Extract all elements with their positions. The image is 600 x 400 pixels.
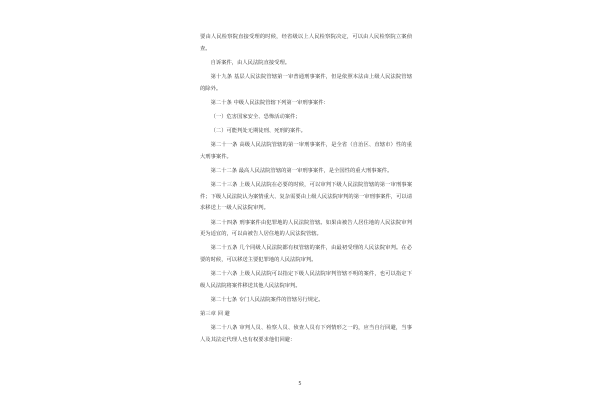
article-20: 第二十条 中级人民法院管辖下列第一审刑事案件：	[210, 99, 329, 106]
chapter-heading: 第三章 回 避	[200, 311, 230, 318]
paragraph-continuation: 要由人民检察院直接受理的时候，经省级以上人民检察院决定，可以由人民检察院立案侦查。	[200, 34, 412, 52]
article-26: 第二十六条 上级人民法院可以指定下级人民法院审判管辖不明的案件，也可以指定下级人民法院将案件移送其他人民法院审判。	[200, 271, 412, 289]
article-24: 第二十四条 刑事案件由犯罪地的人民法院管辖。如果由被告人居住地的人民法院审判更为适宜的，可以由被告人居住地的人民法院管辖。	[200, 219, 412, 238]
article-27: 第二十七条 专门人民法院案件的管辖另行规定。	[210, 297, 324, 303]
article-19: 第十九条 基层人民法院管辖第一审普通刑事案件，但是依照本法由上级人民法院管辖的除外。	[200, 73, 412, 92]
page-number: 5	[298, 381, 302, 387]
article-20-item-2: （二）可能判处无期徒刑、死刑的案件。	[210, 128, 306, 135]
article-22: 第二十二条 最高人民法院管辖的第一审刑事案件，是全国性的重大刑事案件。	[210, 168, 393, 175]
article-20-item-1: （一）危害国家安全、恐怖活动案件；	[210, 113, 301, 120]
paragraph-private-prosecution: 自诉案件，由人民法院直接受理。	[210, 59, 291, 66]
article-28: 第二十八条 审判人员、检察人员、侦查人员有下列情形之一的，应当自行回避，当事人及其法定代理人也有权要求他们回避：	[200, 325, 412, 343]
text-column	[200, 32, 412, 347]
article-21: 第二十一条 高级人民法院管辖的第一审刑事案件，是全省（自治区、直辖市）性的重大刑事案件。	[200, 142, 412, 160]
article-23: 第二十三条 上级人民法院在必要的时候，可以审判下级人民法院管辖的第一审刑事案件；下级人民法院认为案情重大、复杂需要由上级人民法院审判的第一审刑事案件，可以请求移送上一级人民法院审判。	[200, 182, 412, 212]
article-25: 第二十五条 几个同级人民法院都有权管辖的案件，由最初受理的人民法院审判。在必要的时候，可以移送主要犯罪地的人民法院审判。	[200, 245, 412, 264]
